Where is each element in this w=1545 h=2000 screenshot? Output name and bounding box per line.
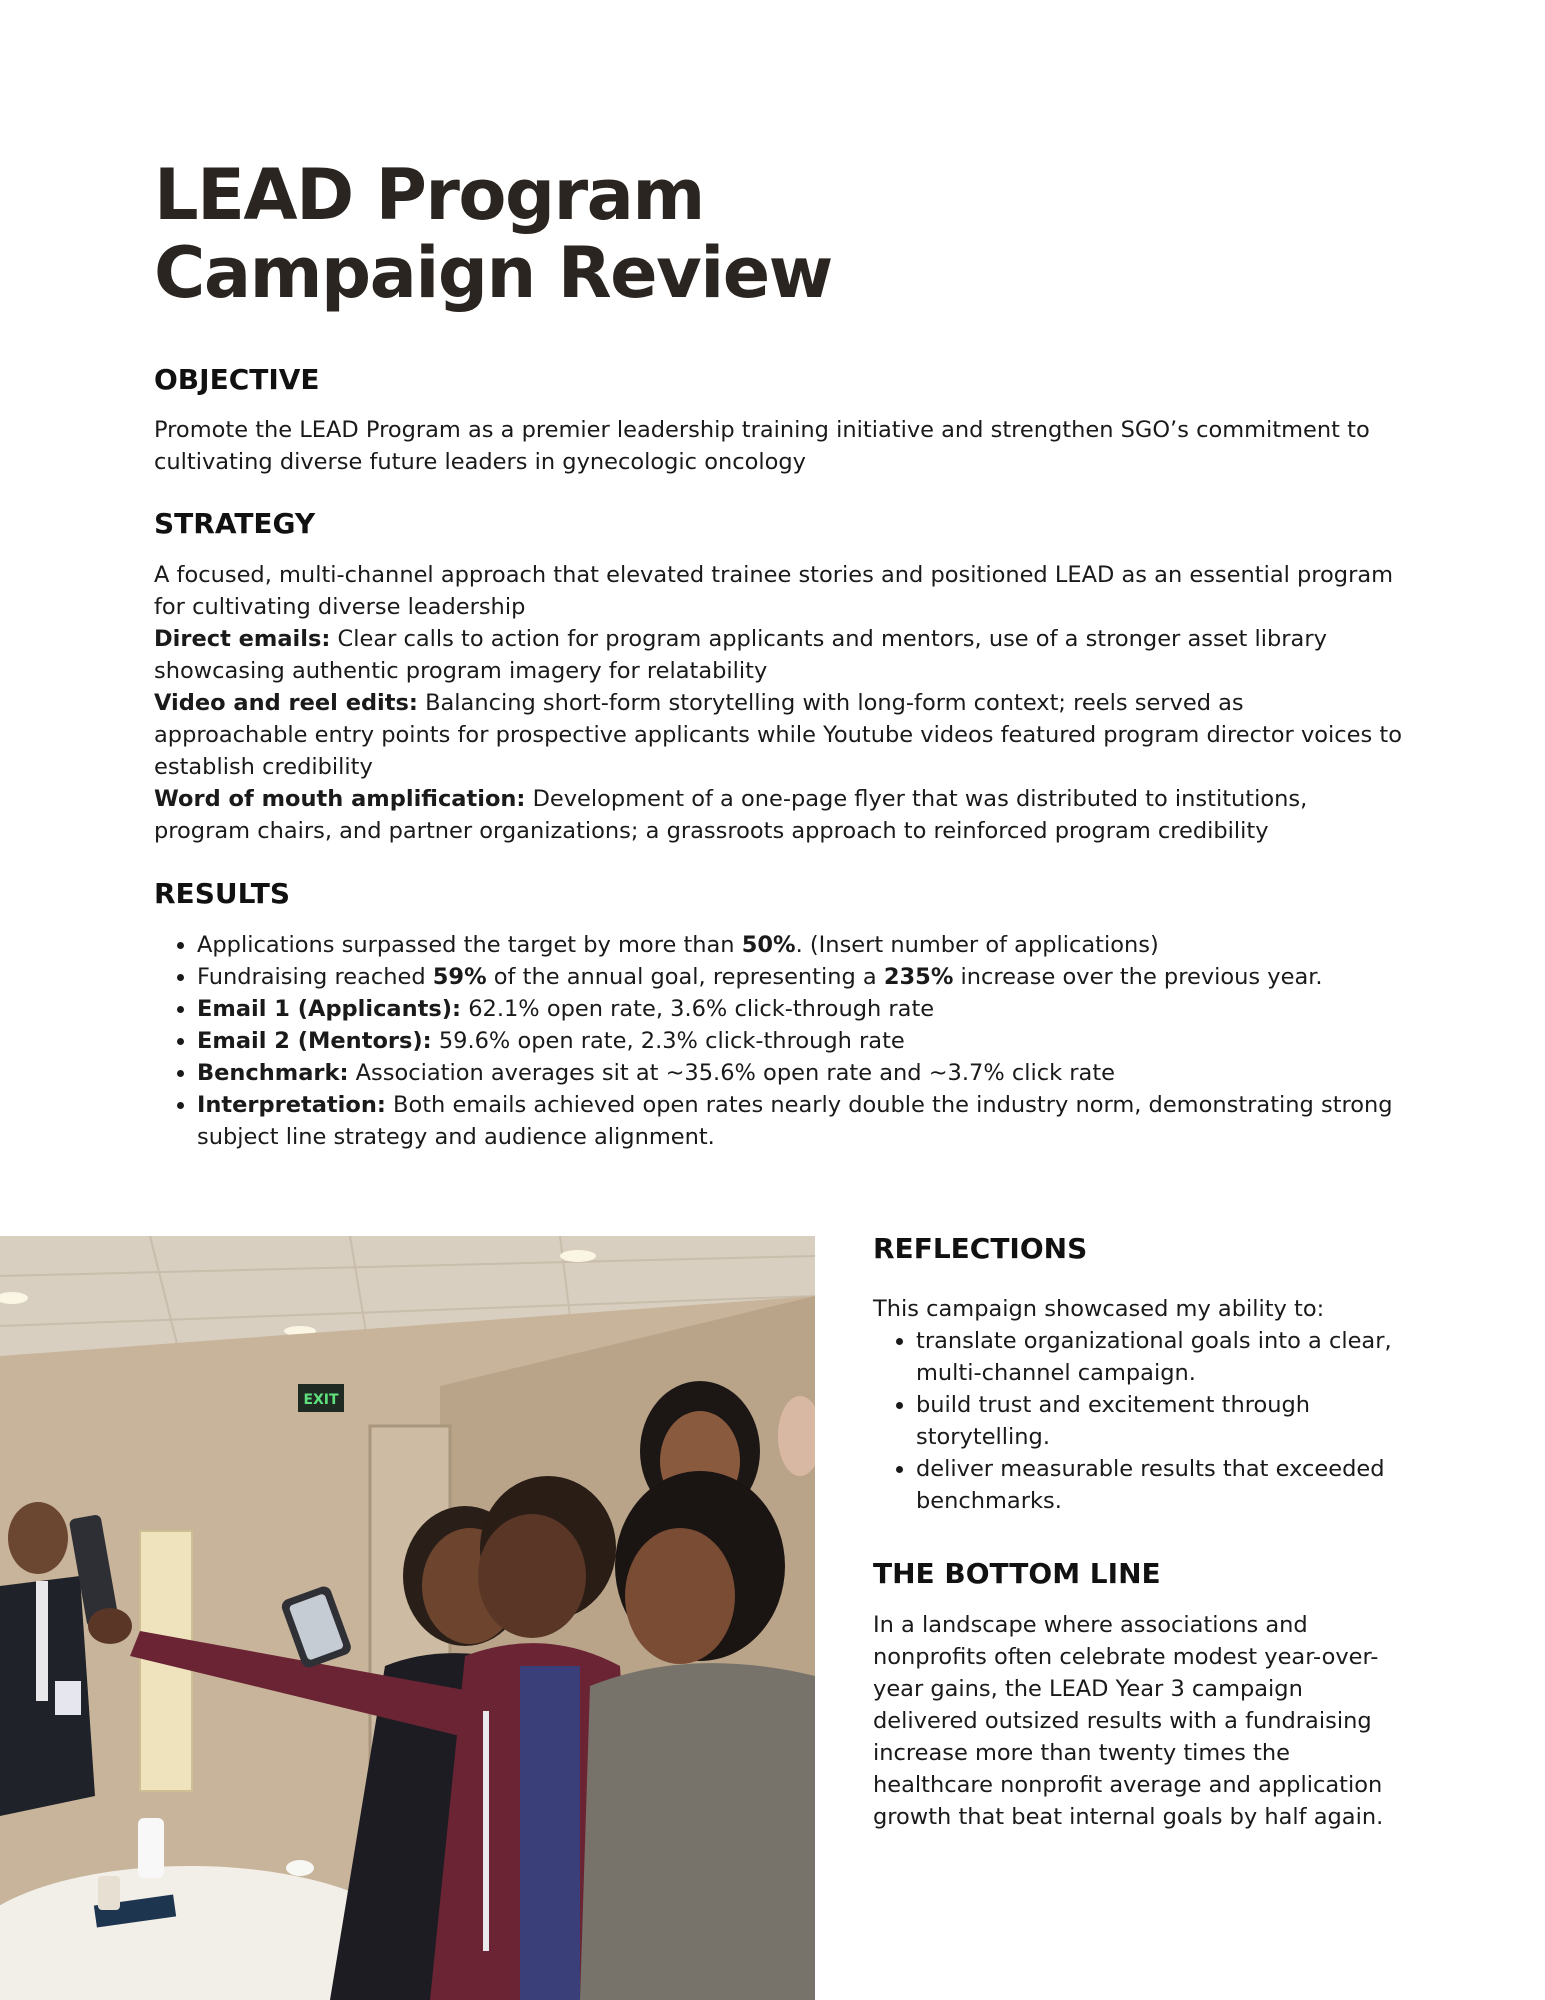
event-photo-illustration (0, 1236, 815, 2000)
results-item-email-2: • Email 2 (Mentors): 59.6% open rate, 2.3% click-through rate (197, 1025, 1404, 1057)
strategy-item-text: Balancing short-form storytelling with long-form context; reels served as approachable entry points for prospective applicants while Youtube videos featured program director voices to establish credibility (154, 690, 1402, 780)
strategy-item-video (154, 687, 1404, 783)
objective-section (154, 414, 1404, 478)
results-heading: RESULTS (154, 877, 291, 910)
reflections-item: • translate organizational goals into a clear, multi-channel campaign. (916, 1325, 1413, 1389)
bottom-line-section (873, 1609, 1398, 1833)
results-list (154, 929, 1404, 1153)
objective-heading: OBJECTIVE (154, 363, 320, 396)
strategy-item-word-of-mouth (154, 783, 1404, 847)
strategy-item-label: Direct emails: (154, 626, 331, 652)
reflections-item: • deliver measurable results that exceeded benchmarks. (916, 1453, 1413, 1517)
strategy-item-label: Video and reel edits: (154, 690, 418, 716)
reflections-section (873, 1293, 1413, 1517)
results-item-applications: • Applications surpassed the target by more than 50%. (Insert number of applications) (197, 929, 1404, 961)
objective-text: Promote the LEAD Program as a premier leadership training initiative and strengthen SGO’s commitment to cultivating diverse future leaders in gynecologic oncology (154, 417, 1370, 475)
results-item-email-1: • Email 1 (Applicants): 62.1% open rate, 3.6% click-through rate (197, 993, 1404, 1025)
exit-sign: EXIT (303, 1392, 339, 1408)
strategy-item-label: Word of mouth amplification: (154, 786, 526, 812)
results-item-fundraising: • Fundraising reached 59% of the annual goal, representing a 235% increase over the previous year. (197, 961, 1404, 993)
strategy-item-direct-emails (154, 623, 1404, 687)
reflections-item: • build trust and excitement through storytelling. (916, 1389, 1413, 1453)
reflections-heading: REFLECTIONS (873, 1232, 1088, 1265)
results-item-benchmark: • Benchmark: Association averages sit at ~35.6% open rate and ~3.7% click rate (197, 1057, 1404, 1089)
strategy-item-text: Clear calls to action for program applicants and mentors, use of a stronger asset library showcasing authentic program imagery for relatability (154, 626, 1327, 684)
bottom-line-text: In a landscape where associations and nonprofits often celebrate modest year-over-year gains, the LEAD Year 3 campaign delivered outsized results with a fundraising increase more than twenty times the healthcare nonprofit average and application growth that beat internal goals by half again. (873, 1612, 1384, 1830)
event-photo (0, 1236, 815, 2000)
results-section (154, 929, 1404, 1153)
bottom-line-heading: THE BOTTOM LINE (873, 1557, 1161, 1590)
page-title (154, 156, 832, 312)
title-line-1: LEAD Program (154, 154, 704, 236)
reflections-intro: This campaign showcased my ability to: (873, 1296, 1325, 1322)
strategy-intro: A focused, multi-channel approach that elevated trainee stories and positioned LEAD as an essential program for cultivating diverse leadership (154, 562, 1394, 620)
strategy-heading: STRATEGY (154, 507, 316, 540)
strategy-item-text: Development of a one-page flyer that was distributed to institutions, program chairs, and partner organizations; a grassroots approach to reinforced program credibility (154, 786, 1308, 844)
reflections-list (873, 1325, 1413, 1517)
title-line-2: Campaign Review (154, 232, 832, 314)
strategy-section (154, 559, 1404, 847)
results-item-interpretation: • Interpretation: Both emails achieved open rates nearly double the industry norm, demonstrating strong subject line strategy and audience alignment. (197, 1089, 1404, 1153)
